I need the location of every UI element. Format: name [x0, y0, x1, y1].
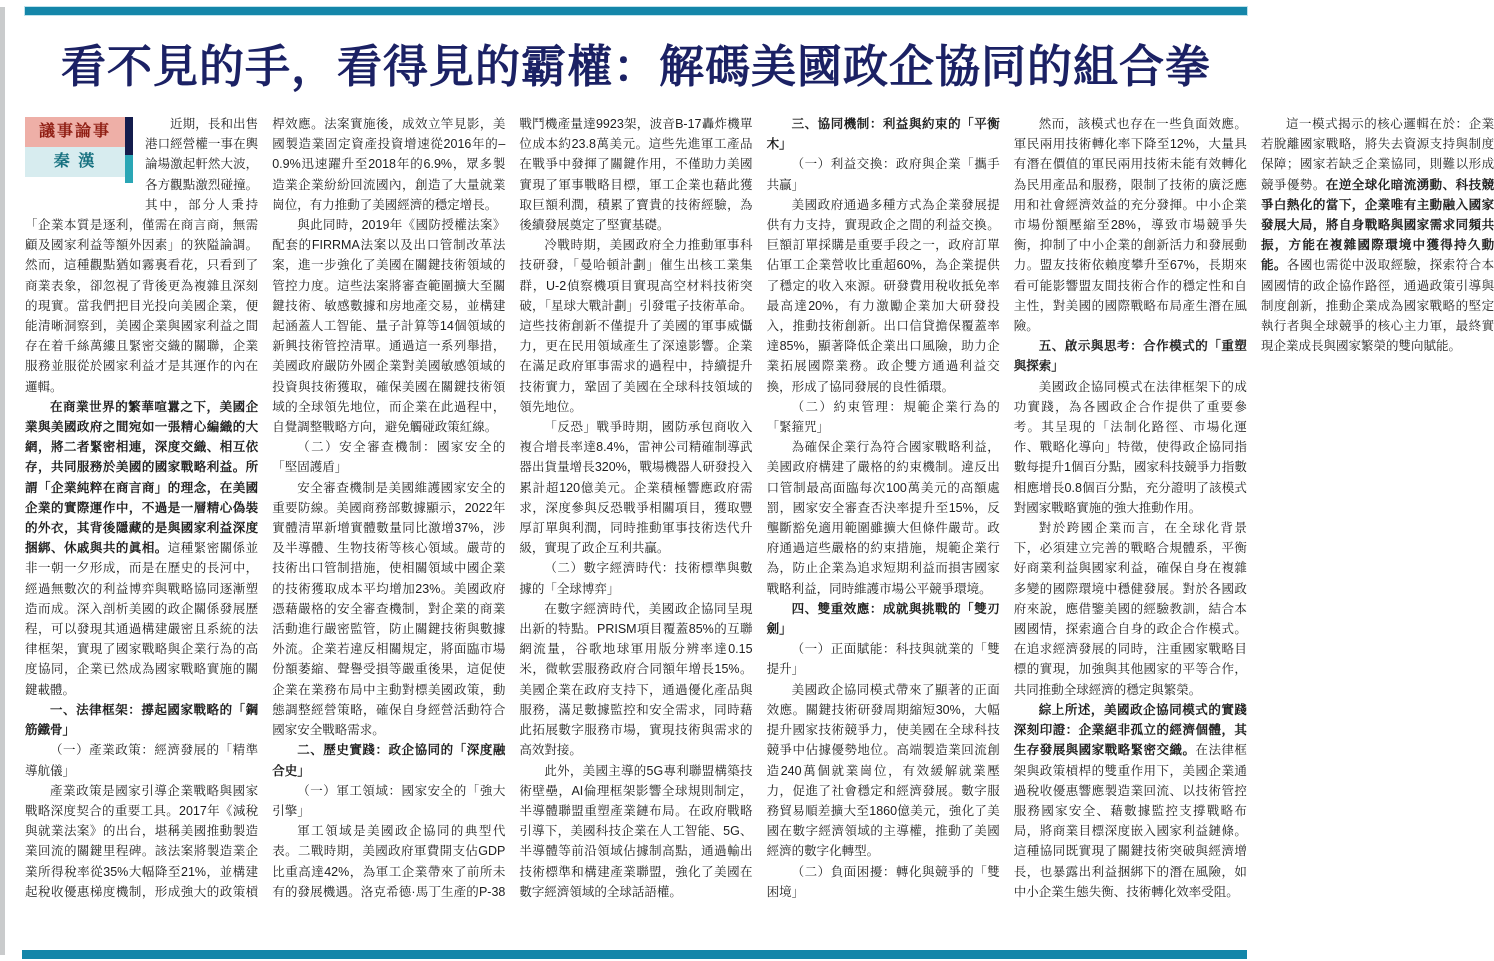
paragraph: 這一模式揭示的核心邏輯在於：企業若脫離國家戰略，將失去資源支持與制度保障；國家若缺乏企業協同，則難以形成競爭優勢。在逆全球化暗流湧動、科技競爭白熱化的當下，企業唯有主動融入國家發展大局，將自身戰略與國家需求同頻共振，方能在複雜國際環境中獲得持久動能。各國也需從中汲取經驗，探索符合本國國情的政企協作路徑，通過政策引導與制度創新，推動企業成為國家戰略的堅定執行者與全球競爭的核心主力軍，最終實現企業成長與國家繁榮的雙向賦能。 — [1260, 117, 1494, 354]
paragraph: 產業政策是國家引導企業戰略與國家戰略深度契合的重要工具。2017年《減稅與就業法案》的出台，堪稱美國推動製造業回流的關鍵里程碑。該法案將製造業企業所得稅率從35%大幅降至21%，並構建起稅收優惠梯度機制，形成強大的政策槓桿效應。法案實施後，成效立竿見影，美國製造業固定資產投資增速從2016年的–0.9%迅速躍升至2018年的6.9%，眾多製造業企業紛紛回流國內，創造了大量就業崗位，有力推動了美國經濟的穩定增長。 — [25, 117, 506, 899]
label-accent-bars — [125, 117, 133, 183]
sub-heading: （二）負面困擾：轉化與競爭的「雙困境」 — [766, 864, 1000, 899]
paragraph: 對於跨國企業而言，在全球化背景下，必須建立完善的戰略合規體系，平衡好商業利益與國家利益，確保自身在複雜多變的國際環境中穩健發展。對於各國政府來說，應借鑒美國的經驗教訓，結合本國國情，探索適合自身的政企合作模式。在追求經濟發展的同時，注重國家戰略目標的實現，加強與其他國家的平等合作，共同推動全球經濟的穩定與繁榮。 — [1013, 521, 1247, 697]
sub-heading: （一）利益交換：政府與企業「攜手共贏」 — [766, 157, 1000, 192]
column-label-cells — [25, 117, 125, 183]
paragraph: 冷戰時期，美國政府全力推動軍事科技研發，「曼哈頓計劃」催生出核工業集群，U-2偵察機項目實現高空材料技術突破，「星球大戰計劃」引發電子技術革命。這些技術創新不僅提升了美國的軍事威懾力，更在民用領域產生了深遠影響。企業在滿足政府軍事需求的過程中，持續提升技術實力，鞏固了美國在全球科技領域的領先地位。 — [519, 238, 753, 414]
section-heading: 五、啟示與思考：合作模式的「重塑與探索」 — [1013, 339, 1247, 374]
paragraph: 美國政府通過多種方式為企業發展提供有力支持，實現政企之間的利益交換。巨額訂單採購是重要手段之一，政府訂單佔軍工企業營收比重超60%，為企業提供了穩定的收入來源。研發費用稅收抵免率最高達20%，有力激勵企業加大研發投入，推動技術創新。出口信貸擔保覆蓋率達85%，顯著降低企業出口風險，助力企業拓展國際業務。政企雙方通過利益交換，形成了協同發展的良性循環。 — [766, 197, 1000, 394]
scanned-page-edge — [0, 7, 5, 955]
paragraph: 美國政企協同模式帶來了顯著的正面效應。關鍵技術研發周期縮短30%，大幅提升國家技術競爭力，使美國在全球科技競爭中佔據優勢地位。高端製造業回流創造240萬個就業崗位，有效緩解就業壓力，促進了社會穩定和經濟發展。數字服務貿易順差擴大至1860億美元，強化了美國在數字經濟領域的主導權，推動了美國經濟的數字化轉型。 — [766, 682, 1000, 859]
paragraph: 「反恐」戰爭時期，國防承包商收入複合增長率達8.4%，雷神公司精確制導武器出貨量增長320%，戰場機器人研發投入累計超120億美元。企業積極響應政府需求，深度參與反恐戰爭相關項目，獲取豐厚訂單與利潤，同時推動軍事技術迭代升級，實現了政企互利共贏。 — [519, 420, 753, 556]
section-heading: 三、協同機制：利益與約束的「平衡木」 — [766, 117, 1000, 152]
accent-bar-navy — [125, 117, 133, 155]
top-rule — [25, 7, 1247, 15]
paragraph: 美國政企協同模式在法律框架下的成功實踐，為各國政企合作提供了重要參考。其呈現的「法制化路徑、市場化運作、戰略化導向」特徵，使得政企協同指數每提升1個百分點，國家科技競爭力指數相應增長0.8個百分點，充分證明了該模式對國家戰略實施的強大推動作用。 — [1013, 379, 1247, 515]
page-title: 看不見的手，看得見的霸權：解碼美國政企協同的組合拳 — [60, 41, 1211, 92]
paragraph: 為確保企業行為符合國家戰略利益，美國政府構建了嚴格的約束機制。違反出口管制最高面臨每次100萬美元的高額處罰，國家安全審查否決率提升至15%，反壟斷豁免適用範圍雖擴大但條件嚴苛。政府通過這些嚴格的約束措施，規範企業行為，防止企業為追求短期利益而損害國家戰略利益，同時維護市場公平競爭環境。 — [766, 440, 1000, 596]
section-heading: 二、歷史實踐：政企協同的「深度融合史」 — [272, 743, 506, 778]
bottom-rule — [22, 950, 1247, 959]
accent-bar-teal — [125, 155, 133, 183]
paragraph: 綜上所述，美國政企協同模式的實踐深刻印證：企業絕非孤立的經濟個體，其生存發展與國家戰略緊密交織。在法律框架與政策槓桿的雙重作用下，美國企業通過稅收優惠響應製造業回流、以技術管控服務國家安全、藉數據監控支撐戰略布局，將商業目標深度嵌入國家利益鏈條。這種協同既實現了關鍵技術突破與經濟增長，也暴露出利益捆綁下的潛在風險，如中小企業生態失衡、技術轉化效率受阻。 — [1013, 702, 1247, 899]
column-label-box — [25, 117, 133, 183]
paragraph: 在數字經濟時代，美國政企協同呈現出新的特點。PRISM項目覆蓋85%的互聯網流量，谷歌地球軍用版分辨率達0.15米，微軟雲服務政府合同額年增長15%。美國企業在政府支持下，通過優化產品與服務，滿足數據監控和安全需求，同時藉此拓展數字服務市場，實現技術與需求的高效對接。 — [519, 601, 753, 758]
sub-heading: （二）數字經濟時代：技術標準與數據的「全球博弈」 — [519, 561, 753, 596]
paragraph: 近期，長和出售港口經營權一事在輿論場激起軒然大波，各方觀點激烈碰撞。其中，部分人秉持「企業本質是逐利，僅需在商言商，無需顧及國家利益等額外因素」的狹隘論調。然而，這種觀點猶如霧裏看花，只看到了商業表象，卻忽視了背後更為複雜且深刻的現實。當我們把目光投向美國企業，便能清晰洞察到，美國企業與國家利益之間存在着千絲萬縷且緊密交織的關聯，企業服務並服從於國家利益才是其運作的內在邏輯。 — [25, 117, 259, 394]
paragraph: 在商業世界的繁華喧囂之下，美國企業與美國政府之間宛如一張精心編織的大網，將二者緊密相連，深度交織、相互依存，共同服務於美國的國家戰略利益。所謂「企業純粹在商言商」的理念，在美國企業的實際運作中，不過是一層精心偽裝的外衣，其背後隱藏的是與國家利益深度捆綁、休戚與共的眞相。這種緊密關係並非一朝一夕形成，而是在歷史的長河中，經過無數次的利益博弈與戰略協同逐漸塑造而成。深入剖析美國的政企關係發展歷程，可以發現其通過構建嚴密且系統的法律框架，實現了國家戰略與企業行為的高度協同，企業已然成為國家戰略實施的關鍵載體。 — [25, 399, 259, 697]
paragraph: 安全審查機制是美國維護國家安全的重要防線。美國商務部數據顯示，2022年實體清單新增實體數量同比激增37%，涉及半導體、生物技術等核心領域。嚴苛的技術出口管制措施，使相關領域中國企業的技術獲取成本平均增加23%。美國政府憑藉嚴格的安全審查機制，對企業的商業活動進行嚴密監管，防止關鍵技術與數據外流。企業若違反相關規定，將面臨市場份額萎縮、聲譽受損等嚴重後果，這促使企業在業務布局中主動對標美國政策，動態調整經營策略，確保自身經營活動符合國家安全戰略需求。 — [272, 480, 506, 738]
paragraph: 此外，美國主導的5G專利聯盟構築技術壁壘，AI倫理框架影響全球規則制定，半導體聯盟重塑產業鏈布局。在政府戰略引導下，美國科技企業在人工智能、5G、半導體等前沿領域佔據制高點，通過輸出技術標準和構建產業聯盟，強化了美國在數字經濟領域的全球話語權。 — [519, 763, 753, 899]
sub-heading: （一）正面賦能：科技與就業的「雙提升」 — [766, 642, 1000, 677]
paragraph: 軍工領域是美國政企協同的典型代表。二戰時期，美國政府軍費開支佔GDP比重高達42%，為軍工企業帶來了前所未有的發展機遇。洛克希德·馬丁生產的P-38戰鬥機產量達9923架，波音B-17轟炸機單位成本約23.8萬美元。這些先進軍工產品在戰爭中發揮了關鍵作用，不僅助力美國實現了軍事戰略目標，軍工企業也藉此獲取巨額利潤，積累了寶貴的技術經驗，為後續發展奠定了堅實基礎。 — [272, 117, 753, 899]
sub-heading: （一）軍工領域：國家安全的「強大引擎」 — [272, 783, 506, 818]
sub-heading: （一）產業政策：經濟發展的「精準導航儀」 — [25, 743, 259, 778]
sub-heading: （二）安全審查機制：國家安全的「堅固護盾」 — [272, 440, 506, 475]
paragraph: 與此同時，2019年《國防授權法案》配套的FIRRMA法案以及出口管制改革法案，進一步強化了美國在關鍵技術領域的管控力度。這些法案將審查範圍擴大至關鍵技術、敏感數據和房地產交易，並構建起涵蓋人工智能、量子計算等14個領域的新興技術管控清單。通過這一系列舉措，美國政府嚴防外國企業對美國敏感領域的投資與技術獲取，確保美國在關鍵技術領域的全球領先地位，而企業在此過程中，自覺調整戰略方向，避免觸碰政策紅線。 — [272, 218, 506, 435]
article-body — [25, 114, 1494, 906]
section-heading: 四、雙重效應：成就與挑戰的「雙刃劍」 — [766, 601, 1000, 637]
newspaper-page — [0, 7, 1494, 906]
paragraph: 然而，該模式也存在一些負面效應。軍民兩用技術轉化率下降至12%，大量具有潛在價值的軍民兩用技術未能有效轉化為民用產品和服務，限制了技術的廣泛應用和社會經濟效益的充分發揮。中小企業市場份額壓縮至28%，導致市場競爭失衡，抑制了中小企業的創新活力和發展動力。盟友技術依賴度攀升至67%，長期來看可能影響盟友間技術合作的穩定性和自主性，對美國的國際戰略布局產生潛在風險。 — [1013, 117, 1247, 334]
column-name-label: 議事論事 — [25, 117, 125, 147]
sub-heading: （二）約束管理：規範企業行為的「緊箍咒」 — [766, 399, 1000, 435]
section-heading: 一、法律框架：撐起國家戰略的「鋼筋鐵骨」 — [25, 702, 259, 738]
author-name-label: 秦 漢 — [25, 147, 125, 177]
